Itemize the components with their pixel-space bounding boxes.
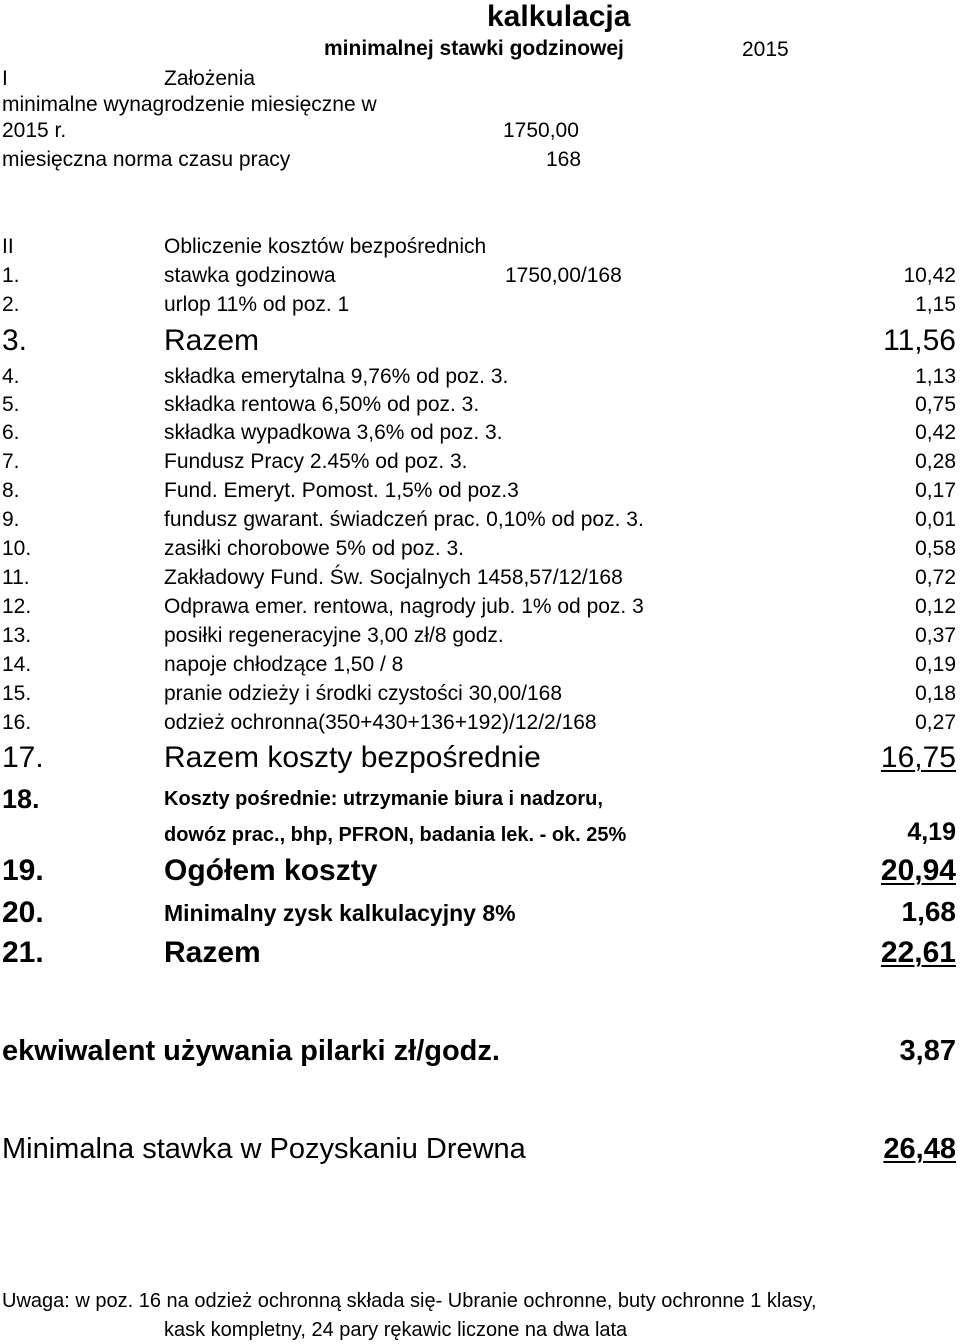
row-3-number: 3.: [2, 324, 28, 357]
row-13-number: 13.: [2, 624, 32, 647]
section-1-label: Założenia: [164, 67, 256, 90]
minimal-rate-label: Minimalna stawka w Pozyskaniu Drewna: [2, 1133, 526, 1165]
row-15-label: pranie odzieży i środki czystości 30,00/168: [164, 682, 563, 705]
row-15-value: 0,18: [915, 682, 956, 705]
row-10-number: 10.: [2, 537, 32, 560]
wage-value: 1750,00: [503, 119, 579, 142]
row-12-label: Odprawa emer. rentowa, nagrody jub. 1% od poz. 3: [164, 595, 644, 618]
row-9-value: 0,01: [915, 508, 956, 531]
equivalent-label: ekwiwalent używania pilarki zł/godz.: [2, 1035, 500, 1067]
row-11-number: 11.: [2, 566, 30, 589]
row-8-label: Fund. Emeryt. Pomost. 1,5% od poz.3: [164, 479, 519, 502]
row-14-value: 0,19: [915, 653, 956, 676]
minimal-rate-value: 26,48: [883, 1133, 956, 1165]
row-14-label: napoje chłodzące 1,50 / 8: [164, 653, 404, 676]
row-19-number: 19.: [2, 854, 44, 887]
row-16-number: 16.: [2, 711, 32, 734]
row-4-value: 1,13: [915, 365, 956, 388]
page-title: kalkulacja: [487, 0, 631, 33]
row-7-value: 0,28: [915, 450, 956, 473]
norm-label: miesięczna norma czasu pracy: [2, 148, 291, 171]
row-21-value: 22,61: [880, 936, 956, 969]
row-21-label: Razem: [164, 936, 261, 969]
norm-value: 168: [546, 148, 582, 171]
row-18-label-line2: dowóz prac., bhp, PFRON, badania lek. - ok. 25%: [164, 824, 627, 846]
row-5-number: 5.: [2, 393, 20, 416]
row-2-number: 2.: [2, 293, 20, 316]
row-2-label: urlop 11% od poz. 1: [164, 293, 350, 316]
row-4-number: 4.: [2, 365, 20, 388]
row-19-label: Ogółem koszty: [164, 854, 378, 887]
row-5-label: składka rentowa 6,50% od poz. 3.: [164, 393, 480, 416]
row-1-value: 10,42: [903, 264, 956, 287]
row-20-label: Minimalny zysk kalkulacyjny 8%: [164, 900, 516, 926]
row-2-value: 1,15: [915, 293, 956, 316]
row-3-label: Razem: [164, 324, 260, 357]
row-8-number: 8.: [2, 479, 20, 502]
row-17-number: 17.: [2, 741, 44, 774]
row-9-label: fundusz gwarant. świadczeń prac. 0,10% od poz. 3.: [164, 508, 644, 531]
note-line1: Uwaga: w poz. 16 na odzież ochronną składa się- Ubranie ochronne, buty ochronne 1 klasy,: [2, 1290, 817, 1312]
row-1-label: stawka godzinowa: [164, 264, 336, 287]
row-3-value: 11,56: [883, 324, 956, 357]
row-5-value: 0,75: [915, 393, 956, 416]
row-18-number: 18.: [2, 784, 40, 814]
row-13-label: posiłki regeneracyjne 3,00 zł/8 godz.: [164, 624, 504, 647]
row-15-number: 15.: [2, 682, 32, 705]
row-6-number: 6.: [2, 421, 20, 444]
note-line2: kask kompletny, 24 pary rękawic liczone na dwa lata: [164, 1319, 628, 1341]
row-9-number: 9.: [2, 508, 20, 531]
row-20-value: 1,68: [901, 896, 956, 927]
year: 2015: [742, 38, 789, 61]
row-7-label: Fundusz Pracy 2.45% od poz. 3.: [164, 450, 468, 473]
row-12-value: 0,12: [915, 595, 956, 618]
wage-label-line2: 2015 r.: [2, 119, 67, 142]
row-20-number: 20.: [2, 896, 44, 929]
row-7-number: 7.: [2, 450, 20, 473]
section-2-number: II: [2, 235, 14, 258]
row-4-label: składka emerytalna 9,76% od poz. 3.: [164, 365, 509, 388]
row-11-value: 0,72: [915, 566, 956, 589]
equivalent-value: 3,87: [899, 1035, 956, 1067]
row-16-value: 0,27: [915, 711, 956, 734]
row-18-label-line1: Koszty pośrednie: utrzymanie biura i nadzoru,: [164, 788, 603, 810]
row-13-value: 0,37: [915, 624, 956, 647]
row-6-label: składka wypadkowa 3,6% od poz. 3.: [164, 421, 503, 444]
row-10-label: zasiłki chorobowe 5% od poz. 3.: [164, 537, 464, 560]
row-17-label: Razem koszty bezpośrednie: [164, 741, 541, 774]
row-12-number: 12.: [2, 595, 32, 618]
row-1-formula: 1750,00/168: [505, 264, 622, 287]
page-subtitle: minimalnej stawki godzinowej: [324, 37, 624, 60]
row-19-value: 20,94: [880, 854, 956, 887]
wage-label-line1: minimalne wynagrodzenie miesięczne w: [2, 93, 377, 116]
row-16-label: odzież ochronna(350+430+136+192)/12/2/168: [164, 711, 597, 734]
row-8-value: 0,17: [915, 479, 956, 502]
row-11-label: Zakładowy Fund. Św. Socjalnych 1458,57/12/168: [164, 566, 623, 589]
row-18-value: 4,19: [907, 818, 956, 846]
row-6-value: 0,42: [915, 421, 956, 444]
row-14-number: 14.: [2, 653, 32, 676]
row-1-number: 1.: [2, 264, 20, 287]
row-10-value: 0,58: [915, 537, 956, 560]
row-21-number: 21.: [2, 936, 44, 969]
section-2-label: Obliczenie kosztów bezpośrednich: [164, 235, 487, 258]
row-17-value: 16,75: [880, 741, 956, 774]
section-1-number: I: [2, 67, 8, 90]
